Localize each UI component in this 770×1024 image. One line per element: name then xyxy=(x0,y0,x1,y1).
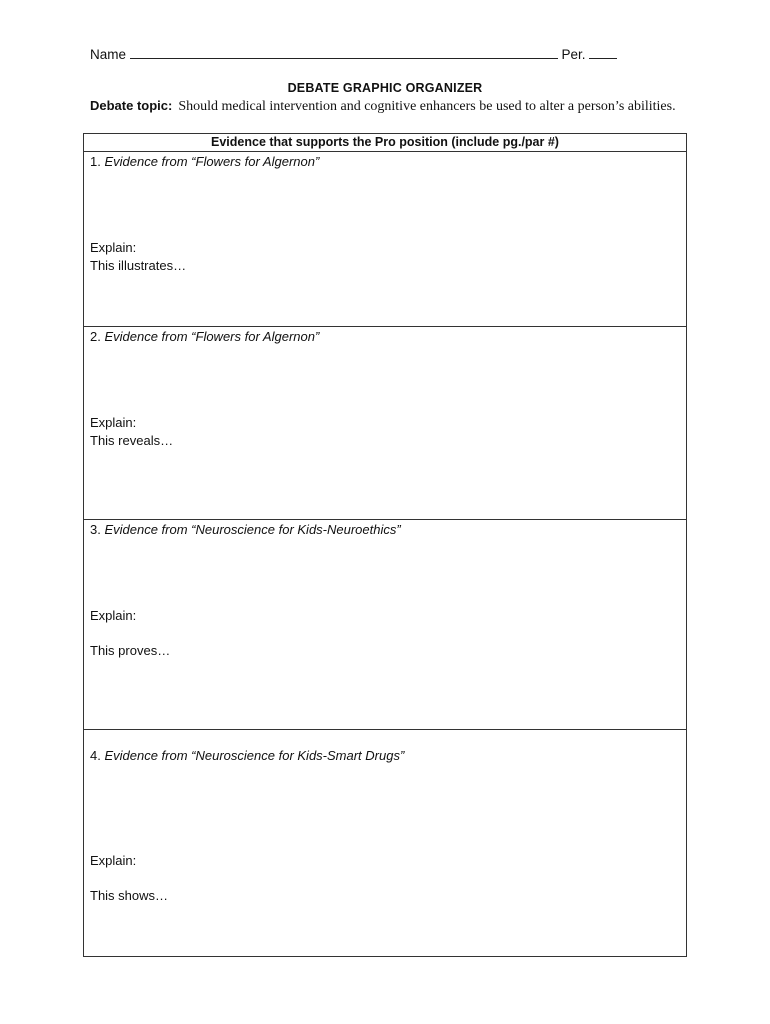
debate-topic xyxy=(90,97,680,116)
evidence-source-3 xyxy=(90,522,401,537)
explain-label: Explain: xyxy=(90,415,137,430)
table-row[interactable] xyxy=(84,730,687,957)
evidence-source-text: Evidence from “Neuroscience for Kids-Neuroethics” xyxy=(104,522,401,537)
evidence-source-2 xyxy=(90,329,319,344)
table-header: Evidence that supports the Pro position (include pg./par #) xyxy=(84,134,687,152)
evidence-source-4 xyxy=(90,748,404,763)
explain-label: Explain: xyxy=(90,608,137,623)
explain-prompt: This proves… xyxy=(90,643,171,658)
evidence-source-text: Evidence from “Flowers for Algernon” xyxy=(104,329,320,344)
name-label: Name xyxy=(90,47,127,62)
evidence-organizer-table xyxy=(83,133,687,957)
explain-prompt: This illustrates… xyxy=(90,258,187,273)
explain-label: Explain: xyxy=(90,853,137,868)
period-label: Per. xyxy=(561,47,586,62)
evidence-number: 2. xyxy=(90,329,101,344)
table-row[interactable] xyxy=(84,152,687,327)
evidence-source-1 xyxy=(90,154,319,169)
page-title: DEBATE GRAPHIC ORGANIZER xyxy=(287,81,483,95)
debate-topic-text: Should medical intervention and cognitive enhancers be used to alter a person’s abilities. xyxy=(178,99,676,114)
table-row[interactable] xyxy=(84,327,687,520)
explain-label: Explain: xyxy=(90,240,137,255)
evidence-source-text: Evidence from “Flowers for Algernon” xyxy=(104,154,320,169)
explain-prompt: This shows… xyxy=(90,888,169,903)
evidence-source-text: Evidence from “Neuroscience for Kids-Smart Drugs” xyxy=(104,748,405,763)
evidence-number: 4. xyxy=(90,748,101,763)
period-field[interactable] xyxy=(589,47,617,59)
table-row[interactable] xyxy=(84,520,687,730)
explain-prompt: This reveals… xyxy=(90,433,174,448)
evidence-number: 3. xyxy=(90,522,101,537)
name-field[interactable] xyxy=(130,47,558,59)
debate-topic-label: Debate topic: xyxy=(90,98,173,113)
evidence-number: 1. xyxy=(90,154,101,169)
name-period-line xyxy=(90,47,617,62)
